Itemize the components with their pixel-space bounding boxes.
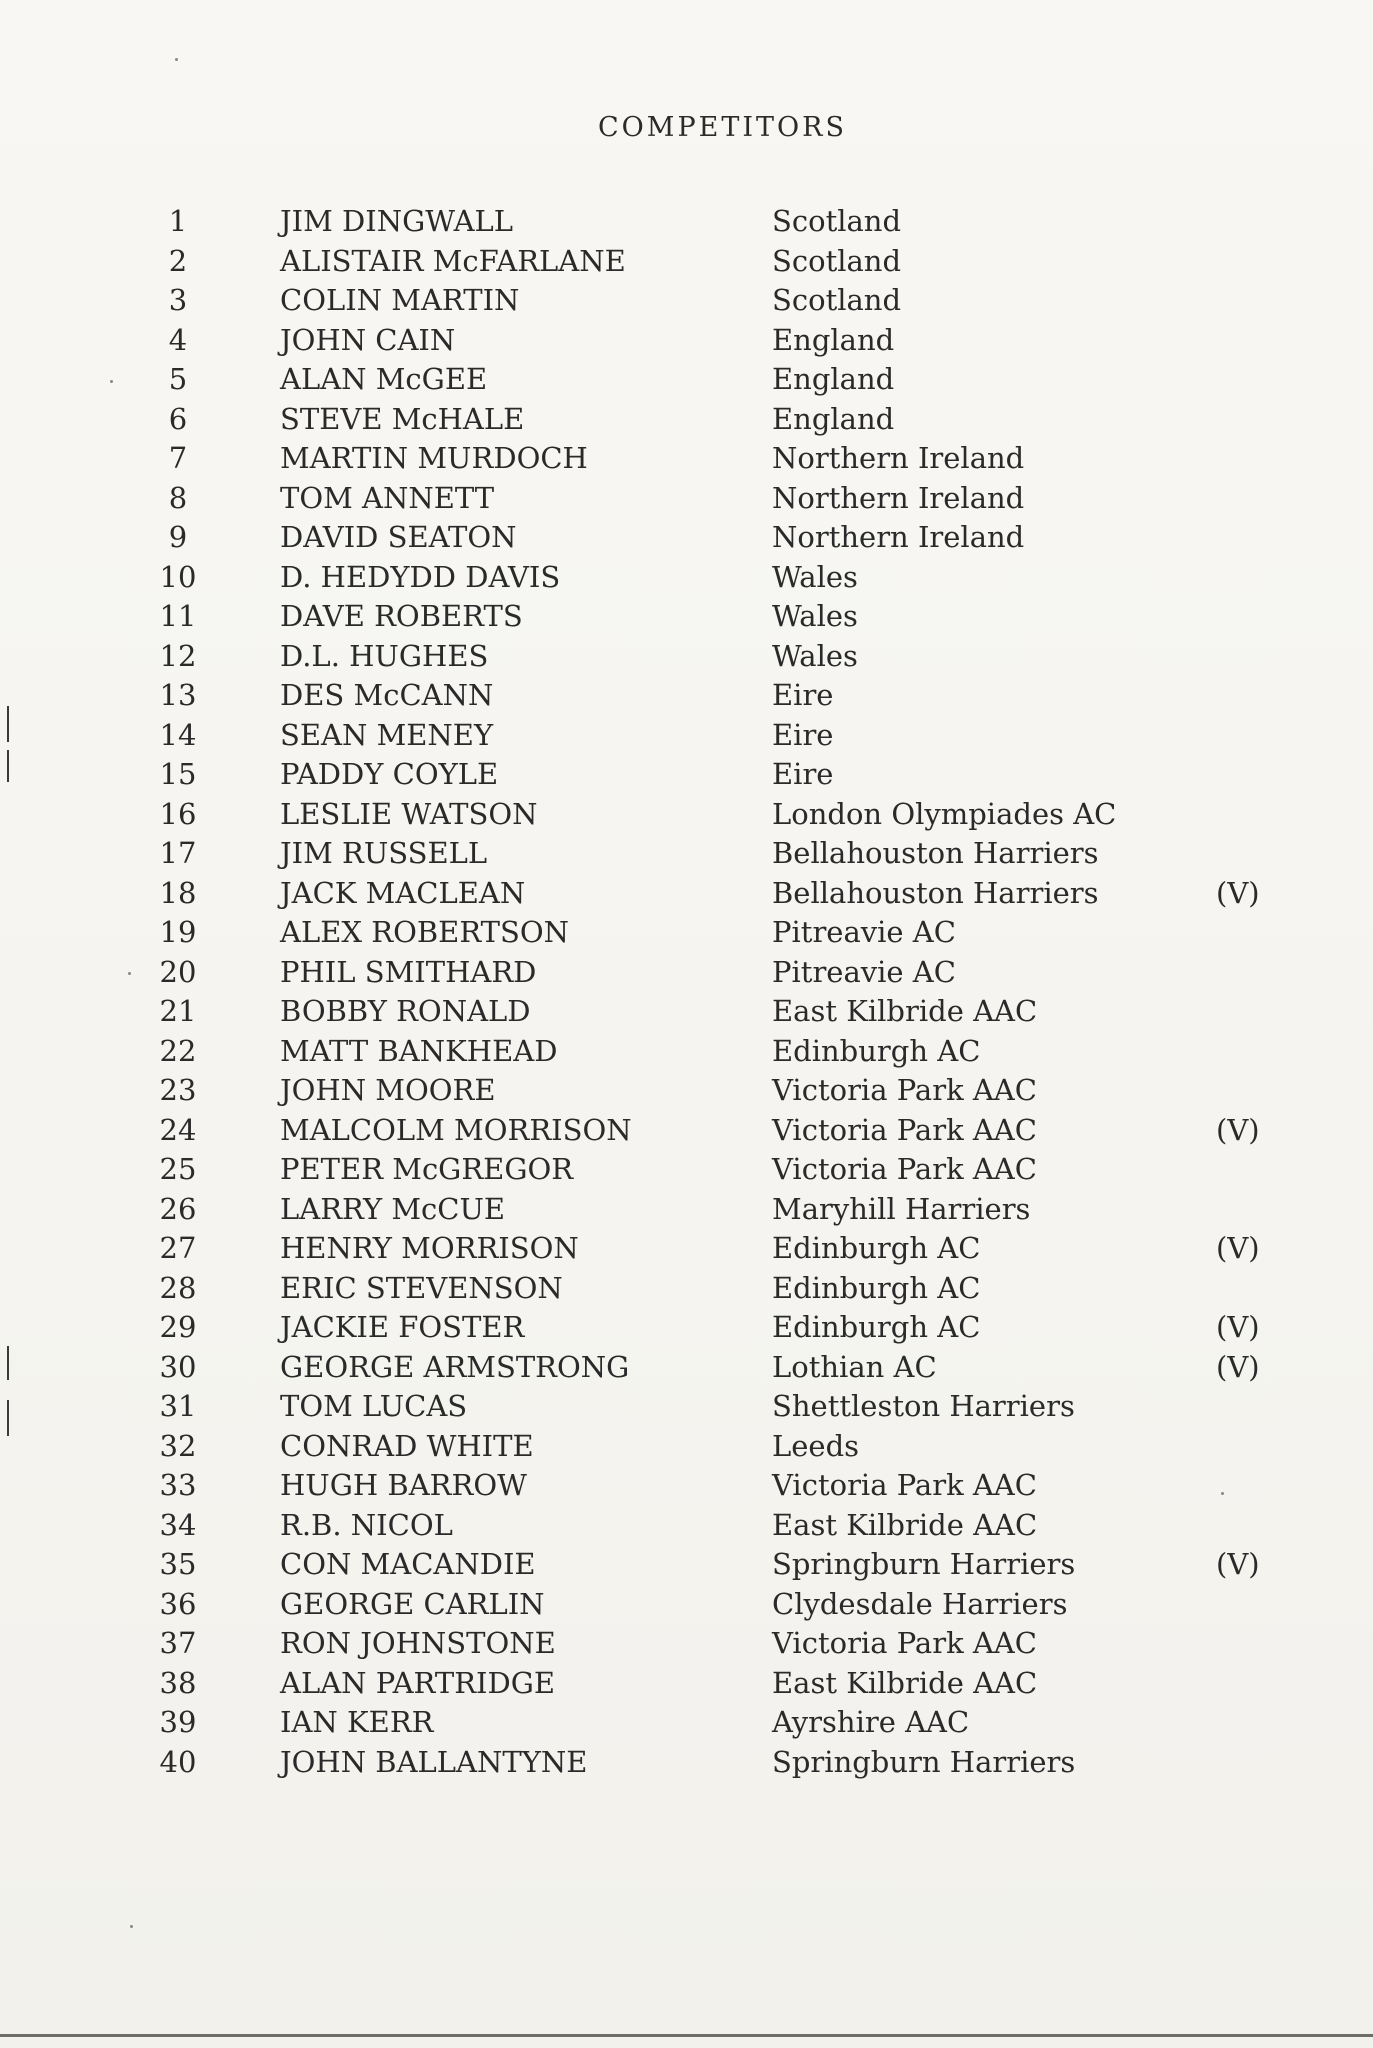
competitor-club: Northern Ireland (772, 520, 1025, 554)
competitor-number: 17 (159, 836, 197, 870)
competitor-name: BOBBY RONALD (280, 994, 531, 1028)
competitor-number: 26 (159, 1191, 197, 1226)
competitor-name: GEORGE ARMSTRONG (280, 1349, 630, 1384)
competitor-name: JACKIE FOSTER (280, 1310, 525, 1344)
competitor-row (0, 1466, 1373, 1506)
competitor-club: Bellahouston Harriers (772, 836, 1099, 870)
veteran-marker: (V) (1216, 1310, 1260, 1344)
competitor-row (0, 1150, 1373, 1190)
competitor-club: Edinburgh AC (772, 1270, 981, 1305)
competitor-name: DES McCANN (280, 678, 494, 712)
competitor-row (0, 1111, 1373, 1151)
competitor-number: 40 (159, 1744, 197, 1779)
competitor-row (0, 1585, 1373, 1625)
competitor-row (0, 360, 1373, 400)
competitor-club: Edinburgh AC (772, 1310, 981, 1344)
competitor-number: 4 (168, 322, 188, 357)
page-bottom-edge (0, 2034, 1373, 2037)
competitor-name: D. HEDYDD DAVIS (280, 559, 561, 594)
competitor-name: JOHN CAIN (280, 322, 456, 357)
competitor-row (0, 479, 1373, 519)
competitor-club: Wales (772, 599, 858, 633)
competitor-row (0, 281, 1373, 321)
competitor-name: COLIN MARTIN (280, 283, 520, 317)
paper-speck (1221, 1492, 1224, 1495)
competitor-row (0, 1664, 1373, 1704)
competitor-row (0, 795, 1373, 835)
competitor-number: 25 (159, 1152, 197, 1186)
competitor-club: Pitreavie AC (772, 954, 956, 989)
competitor-row (0, 676, 1373, 716)
competitor-club: Scotland (772, 283, 902, 317)
competitor-club: Edinburgh AC (772, 1033, 981, 1068)
competitor-name: R.B. NICOL (280, 1507, 453, 1542)
competitor-name: STEVE McHALE (280, 401, 525, 436)
competitor-row (0, 992, 1373, 1032)
competitor-club: Lothian AC (772, 1349, 937, 1384)
competitor-club: Northern Ireland (772, 441, 1025, 475)
competitor-row (0, 1743, 1373, 1783)
competitor-number: 32 (159, 1428, 197, 1463)
competitor-list (0, 202, 1373, 1782)
competitor-club: Scotland (772, 204, 902, 238)
competitor-row (0, 242, 1373, 282)
paper-speck (128, 972, 131, 975)
competitor-row (0, 1703, 1373, 1743)
competitor-number: 6 (168, 401, 188, 436)
competitor-row (0, 1506, 1373, 1546)
competitor-name: HUGH BARROW (280, 1468, 527, 1502)
competitor-row (0, 1387, 1373, 1427)
competitor-number: 7 (168, 441, 188, 475)
competitor-number: 29 (159, 1310, 197, 1344)
competitor-number: 28 (159, 1270, 197, 1305)
competitor-number: 14 (159, 717, 197, 752)
competitor-number: 10 (159, 559, 197, 594)
veteran-marker: (V) (1216, 1112, 1260, 1147)
competitor-club: Bellahouston Harriers (772, 875, 1099, 910)
competitor-name: IAN KERR (280, 1705, 434, 1739)
competitor-club: Maryhill Harriers (772, 1191, 1031, 1226)
competitor-club: England (772, 322, 895, 357)
competitor-club: Victoria Park AAC (772, 1152, 1037, 1186)
competitor-row (0, 1269, 1373, 1309)
competitor-row (0, 913, 1373, 953)
competitor-club: Leeds (772, 1428, 860, 1463)
competitor-row (0, 1545, 1373, 1585)
competitor-name: CON MACANDIE (280, 1547, 536, 1581)
competitor-club: Victoria Park AAC (772, 1626, 1037, 1660)
competitor-club: Eire (772, 757, 834, 791)
competitor-number: 2 (168, 243, 188, 278)
competitor-name: SEAN MENEY (280, 717, 494, 752)
competitor-number: 11 (159, 599, 197, 633)
competitor-club: Springburn Harriers (772, 1744, 1076, 1779)
competitor-club: England (772, 362, 895, 396)
competitor-name: PHIL SMITHARD (280, 954, 537, 989)
competitor-number: 3 (168, 283, 188, 317)
veteran-marker: (V) (1216, 875, 1260, 910)
competitor-number: 23 (159, 1073, 197, 1107)
competitor-club: Eire (772, 678, 834, 712)
competitor-number: 21 (159, 994, 197, 1028)
competitor-club: England (772, 401, 895, 436)
competitor-club: Ayrshire AAC (772, 1705, 970, 1739)
competitor-number: 36 (159, 1586, 197, 1621)
competitor-club: East Kilbride AAC (772, 1665, 1038, 1700)
competitor-name: DAVE ROBERTS (280, 599, 523, 633)
paper-speck (130, 1925, 133, 1928)
competitor-row (0, 953, 1373, 993)
competitor-club: Springburn Harriers (772, 1547, 1076, 1581)
competitor-name: LARRY McCUE (280, 1191, 506, 1226)
competitor-row (0, 1032, 1373, 1072)
competitor-number: 12 (159, 638, 197, 673)
competitor-club: Edinburgh AC (772, 1231, 981, 1265)
competitor-name: JOHN BALLANTYNE (280, 1744, 588, 1779)
competitor-club: Eire (772, 717, 834, 752)
competitor-number: 5 (168, 362, 188, 396)
competitor-name: ALISTAIR McFARLANE (280, 243, 626, 278)
competitor-number: 18 (159, 875, 197, 910)
competitor-row (0, 1348, 1373, 1388)
competitor-row (0, 834, 1373, 874)
paper-speck (110, 380, 113, 383)
competitor-name: D.L. HUGHES (280, 638, 489, 673)
competitor-number: 1 (168, 204, 188, 238)
competitor-club: Victoria Park AAC (772, 1112, 1037, 1147)
competitor-number: 19 (159, 915, 197, 949)
competitor-row (0, 439, 1373, 479)
competitor-number: 33 (159, 1468, 197, 1502)
competitor-number: 9 (168, 520, 188, 554)
page-title: COMPETITORS (598, 112, 847, 143)
competitor-row (0, 716, 1373, 756)
competitor-row (0, 1190, 1373, 1230)
competitor-row (0, 1229, 1373, 1269)
veteran-marker: (V) (1216, 1547, 1260, 1581)
competitor-name: RON JOHNSTONE (280, 1626, 556, 1660)
competitor-number: 34 (159, 1507, 197, 1542)
competitor-club: London Olympiades AC (772, 796, 1117, 831)
competitor-number: 15 (159, 757, 197, 791)
paper-speck (175, 58, 178, 61)
competitor-number: 30 (159, 1349, 197, 1384)
competitor-club: Northern Ireland (772, 480, 1025, 515)
competitor-club: East Kilbride AAC (772, 994, 1038, 1028)
competitor-name: MALCOLM MORRISON (280, 1112, 632, 1147)
competitor-name: ERIC STEVENSON (280, 1270, 563, 1305)
competitor-row (0, 1071, 1373, 1111)
competitor-name: DAVID SEATON (280, 520, 517, 554)
competitor-row (0, 1308, 1373, 1348)
competitor-number: 20 (159, 954, 197, 989)
veteran-marker: (V) (1216, 1349, 1260, 1384)
competitor-row (0, 597, 1373, 637)
competitor-row (0, 1624, 1373, 1664)
competitor-row (0, 518, 1373, 558)
competitor-number: 37 (159, 1626, 197, 1660)
margin-mark (7, 1400, 9, 1436)
competitor-club: Clydesdale Harriers (772, 1586, 1068, 1621)
competitor-name: GEORGE CARLIN (280, 1586, 545, 1621)
competitor-name: TOM ANNETT (280, 480, 495, 515)
competitor-club: Victoria Park AAC (772, 1073, 1037, 1107)
competitor-name: CONRAD WHITE (280, 1428, 534, 1463)
competitor-number: 35 (159, 1547, 197, 1581)
veteran-marker: (V) (1216, 1231, 1260, 1265)
competitor-number: 22 (159, 1033, 197, 1068)
competitor-number: 24 (159, 1112, 197, 1147)
competitor-row (0, 1427, 1373, 1467)
competitor-name: JACK MACLEAN (280, 875, 526, 910)
competitor-name: JOHN MOORE (280, 1073, 496, 1107)
competitor-row (0, 321, 1373, 361)
competitor-name: HENRY MORRISON (280, 1231, 579, 1265)
competitor-name: PETER McGREGOR (280, 1152, 574, 1186)
competitor-name: MATT BANKHEAD (280, 1033, 558, 1068)
competitor-number: 38 (159, 1665, 197, 1700)
competitor-name: ALAN McGEE (280, 362, 488, 396)
competitor-name: LESLIE WATSON (280, 796, 538, 831)
competitor-number: 39 (159, 1705, 197, 1739)
margin-mark (7, 706, 9, 742)
competitor-row (0, 400, 1373, 440)
competitor-name: JIM DINGWALL (280, 204, 514, 238)
competitor-row (0, 202, 1373, 242)
competitor-name: ALEX ROBERTSON (280, 915, 570, 949)
competitor-row (0, 755, 1373, 795)
competitor-row (0, 874, 1373, 914)
competitor-number: 13 (159, 678, 197, 712)
competitor-name: ALAN PARTRIDGE (280, 1665, 556, 1700)
competitor-name: MARTIN MURDOCH (280, 441, 588, 475)
competitor-club: East Kilbride AAC (772, 1507, 1038, 1542)
competitor-number: 8 (168, 480, 188, 515)
competitor-club: Wales (772, 559, 858, 594)
competitor-club: Scotland (772, 243, 902, 278)
competitor-name: PADDY COYLE (280, 757, 499, 791)
margin-mark (7, 1346, 9, 1380)
competitor-name: JIM RUSSELL (280, 836, 488, 870)
margin-mark (7, 750, 9, 782)
competitor-row (0, 558, 1373, 598)
competitor-row (0, 637, 1373, 677)
competitor-club: Victoria Park AAC (772, 1468, 1037, 1502)
competitor-name: TOM LUCAS (280, 1389, 468, 1423)
competitor-number: 31 (159, 1389, 197, 1423)
competitor-club: Shettleston Harriers (772, 1389, 1075, 1423)
competitor-club: Wales (772, 638, 858, 673)
competitor-club: Pitreavie AC (772, 915, 956, 949)
competitor-number: 27 (159, 1231, 197, 1265)
competitor-number: 16 (159, 796, 197, 831)
